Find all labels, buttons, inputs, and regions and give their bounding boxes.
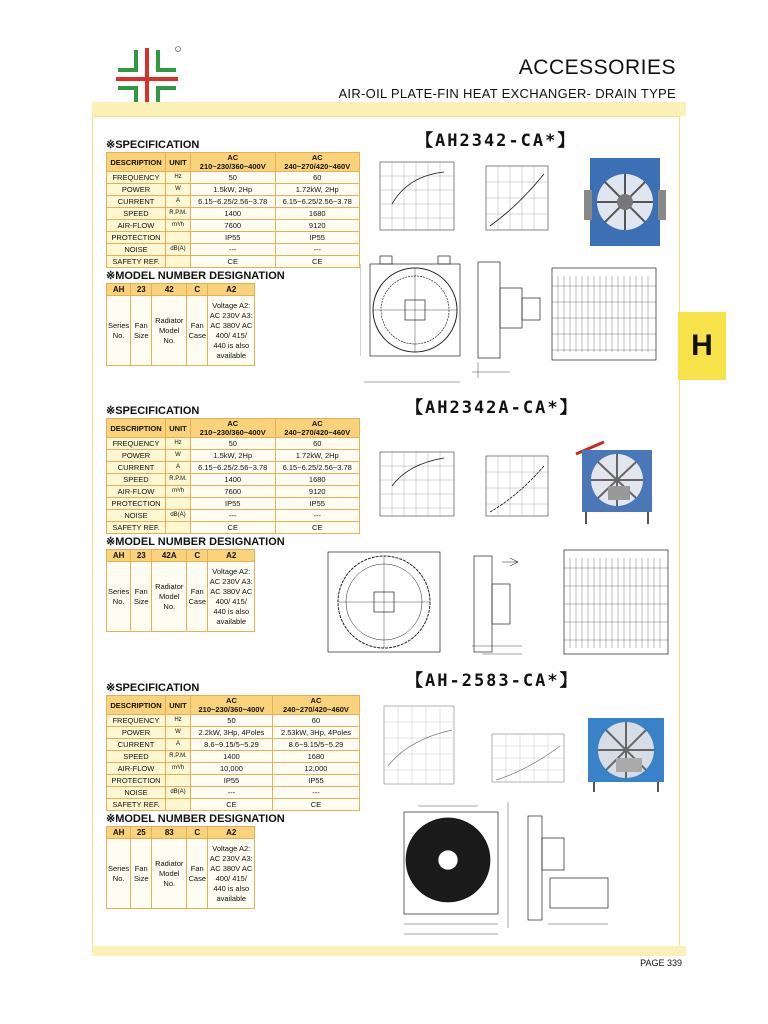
product-photo-2 <box>568 440 668 524</box>
model-heading: ※MODEL NUMBER DESIGNATION <box>106 270 285 282</box>
footer-band <box>92 946 686 956</box>
spec-heading: ※SPECIFICATION <box>106 682 200 694</box>
model-radiator: Radiator Model No. <box>152 839 187 909</box>
performance-graphs-1 <box>368 156 564 240</box>
table-row: SPEED R.P.M. 1400 1680 <box>107 474 360 486</box>
table-row: POWER W 1.5kW, 2Hp 1.72kW, 2Hp <box>107 184 360 196</box>
col-ac2: AC 240~270/420~460V <box>275 153 360 172</box>
spec-table: DESCRIPTION UNIT AC 210~230/360~400V AC 240~270/420~460V FREQUENCY Hz 50 60 POWER W 2.2kW, 3Hp, 4Poles 2.53kW, 3Hp, 4Poles CURRENT A 8.6~9.15/5~5.29 8.6~9.15/5~5.29 SPEED R.P.M. 1400 1680 AIR-FLOW m³/h 10,000 12,000 PROTECTION IP55 IP55 NOISE dB(A) --- --- SAFETY REF. CE CE <box>106 695 360 811</box>
table-row: AIR-FLOW m³/h 7600 9120 <box>107 220 360 232</box>
model-table: AH 25 83 C A2 Series No. Fan Size Radiator Model No. Fan Case Voltage A2: AC 230V A3: AC 380V AC 400/ 415/ 440 is also available <box>106 826 255 909</box>
technical-drawing-2 <box>322 538 674 668</box>
table-row: CURRENT A 6.15~6.25/2.56~3.78 6.15~6.25/2.56~3.78 <box>107 196 360 208</box>
model-case: Fan Case <box>187 839 208 909</box>
table-row: SAFETY REF. CE CE <box>107 522 360 534</box>
model-series: Series No. <box>107 839 131 909</box>
spec-heading: ※SPECIFICATION <box>106 405 200 417</box>
model-heading: ※MODEL NUMBER DESIGNATION <box>106 536 285 548</box>
table-row: SPEED R.P.M. 1400 1680 <box>107 751 360 763</box>
model-case: Fan Case <box>187 562 208 632</box>
table-row: NOISE dB(A) --- --- <box>107 510 360 522</box>
product-photo-3 <box>584 712 668 792</box>
product-photo-1 <box>584 150 666 254</box>
table-row: SAFETY REF. CE CE <box>107 256 360 268</box>
table-row: SAFETY REF. CE CE <box>107 799 360 811</box>
model-series: Series No. <box>107 562 131 632</box>
model-table: AH 23 42A C A2 Series No. Fan Size Radiator Model No. Fan Case Voltage A2: AC 230V A3: AC 380V AC 400/ 415/ 440 is also available <box>106 549 255 632</box>
table-row: NOISE dB(A) --- --- <box>107 787 360 799</box>
col-ac1: AC 210~230/360~400V <box>191 153 276 172</box>
technical-drawing-3 <box>398 798 638 940</box>
table-row: FREQUENCY Hz 50 60 <box>107 715 360 727</box>
col-unit: UNIT <box>166 153 191 172</box>
header-band <box>92 102 686 116</box>
table-row: CURRENT A 6.15~6.25/2.56~3.78 6.15~6.25/2.56~3.78 <box>107 462 360 474</box>
table-row: AIR-FLOW m³/h 10,000 12,000 <box>107 763 360 775</box>
spec-section-1 <box>106 138 360 366</box>
product-title-2: 【AH2342A-CA*】 <box>406 398 579 418</box>
model-fan: Fan Size <box>131 839 152 909</box>
model-heading: ※MODEL NUMBER DESIGNATION <box>106 813 285 825</box>
table-row: AIR-FLOW m³/h 7600 9120 <box>107 486 360 498</box>
col-description: DESCRIPTION <box>107 153 166 172</box>
table-row: SPEED R.P.M. 1400 1680 <box>107 208 360 220</box>
model-case: Fan Case <box>187 296 208 366</box>
technical-drawing-1 <box>360 242 672 390</box>
table-row: CURRENT A 8.6~9.15/5~5.29 8.6~9.15/5~5.29 <box>107 739 360 751</box>
model-radiator: Radiator Model No. <box>152 562 187 632</box>
performance-graphs-2 <box>368 446 564 524</box>
spec-heading: ※SPECIFICATION <box>106 139 200 151</box>
section-tab[interactable]: H <box>678 312 726 380</box>
table-row: PROTECTION IP55 IP55 <box>107 232 360 244</box>
spec-table <box>106 152 360 268</box>
table-row: NOISE dB(A) --- --- <box>107 244 360 256</box>
product-title-3: 【AH-2583-CA*】 <box>406 671 579 691</box>
table-row: POWER W 1.5kW, 2Hp 1.72kW, 2Hp <box>107 450 360 462</box>
model-voltage: Voltage A2: AC 230V A3: AC 380V AC 400/ 415/ 440 is also available <box>208 562 255 632</box>
table-row: FREQUENCY Hz 50 60 <box>107 172 360 184</box>
model-fan: Fan Size <box>131 296 152 366</box>
performance-graphs-3 <box>368 700 576 790</box>
spec-section-3 <box>106 681 360 909</box>
table-row: POWER W 2.2kW, 3Hp, 4Poles 2.53kW, 3Hp, 4Poles <box>107 727 360 739</box>
product-title-1: 【AH2342-CA*】 <box>416 131 577 151</box>
model-voltage: Voltage A2: AC 230V A3: AC 380V AC 400/ 415/ 440 is also available <box>208 296 255 366</box>
page-title: ACCESSORIES <box>518 56 676 79</box>
page-number: PAGE 339 <box>640 958 682 968</box>
model-fan: Fan Size <box>131 562 152 632</box>
table-row: PROTECTION IP55 IP55 <box>107 498 360 510</box>
table-row: FREQUENCY Hz 50 60 <box>107 438 360 450</box>
page-subtitle: AIR-OIL PLATE-FIN HEAT EXCHANGER- DRAIN TYPE <box>338 86 676 101</box>
spec-table: DESCRIPTION UNIT AC 210~230/360~400V AC 240~270/420~460V FREQUENCY Hz 50 60 POWER W 1.5kW, 2Hp 1.72kW, 2Hp CURRENT A 6.15~6.25/2.56~3.78 6.15~6.25/2.56~3.78 SPEED R.P.M. 1400 1680 AIR-FLOW m³/h 7600 9120 PROTECTION IP55 IP55 NOISE dB(A) --- --- SAFETY REF. CE CE <box>106 418 360 534</box>
model-voltage: Voltage A2: AC 230V A3: AC 380V AC 400/ 415/ 440 is also available <box>208 839 255 909</box>
model-table: AH 23 42 C A2 Series No. Fan Size Radiator Model No. Fan Case Voltage A2: AC 230V A3: AC 380V AC 400/ 415/ 440 is also available <box>106 283 255 366</box>
table-row: PROTECTION IP55 IP55 <box>107 775 360 787</box>
model-radiator: Radiator Model No. <box>152 296 187 366</box>
model-series: Series No. <box>107 296 131 366</box>
